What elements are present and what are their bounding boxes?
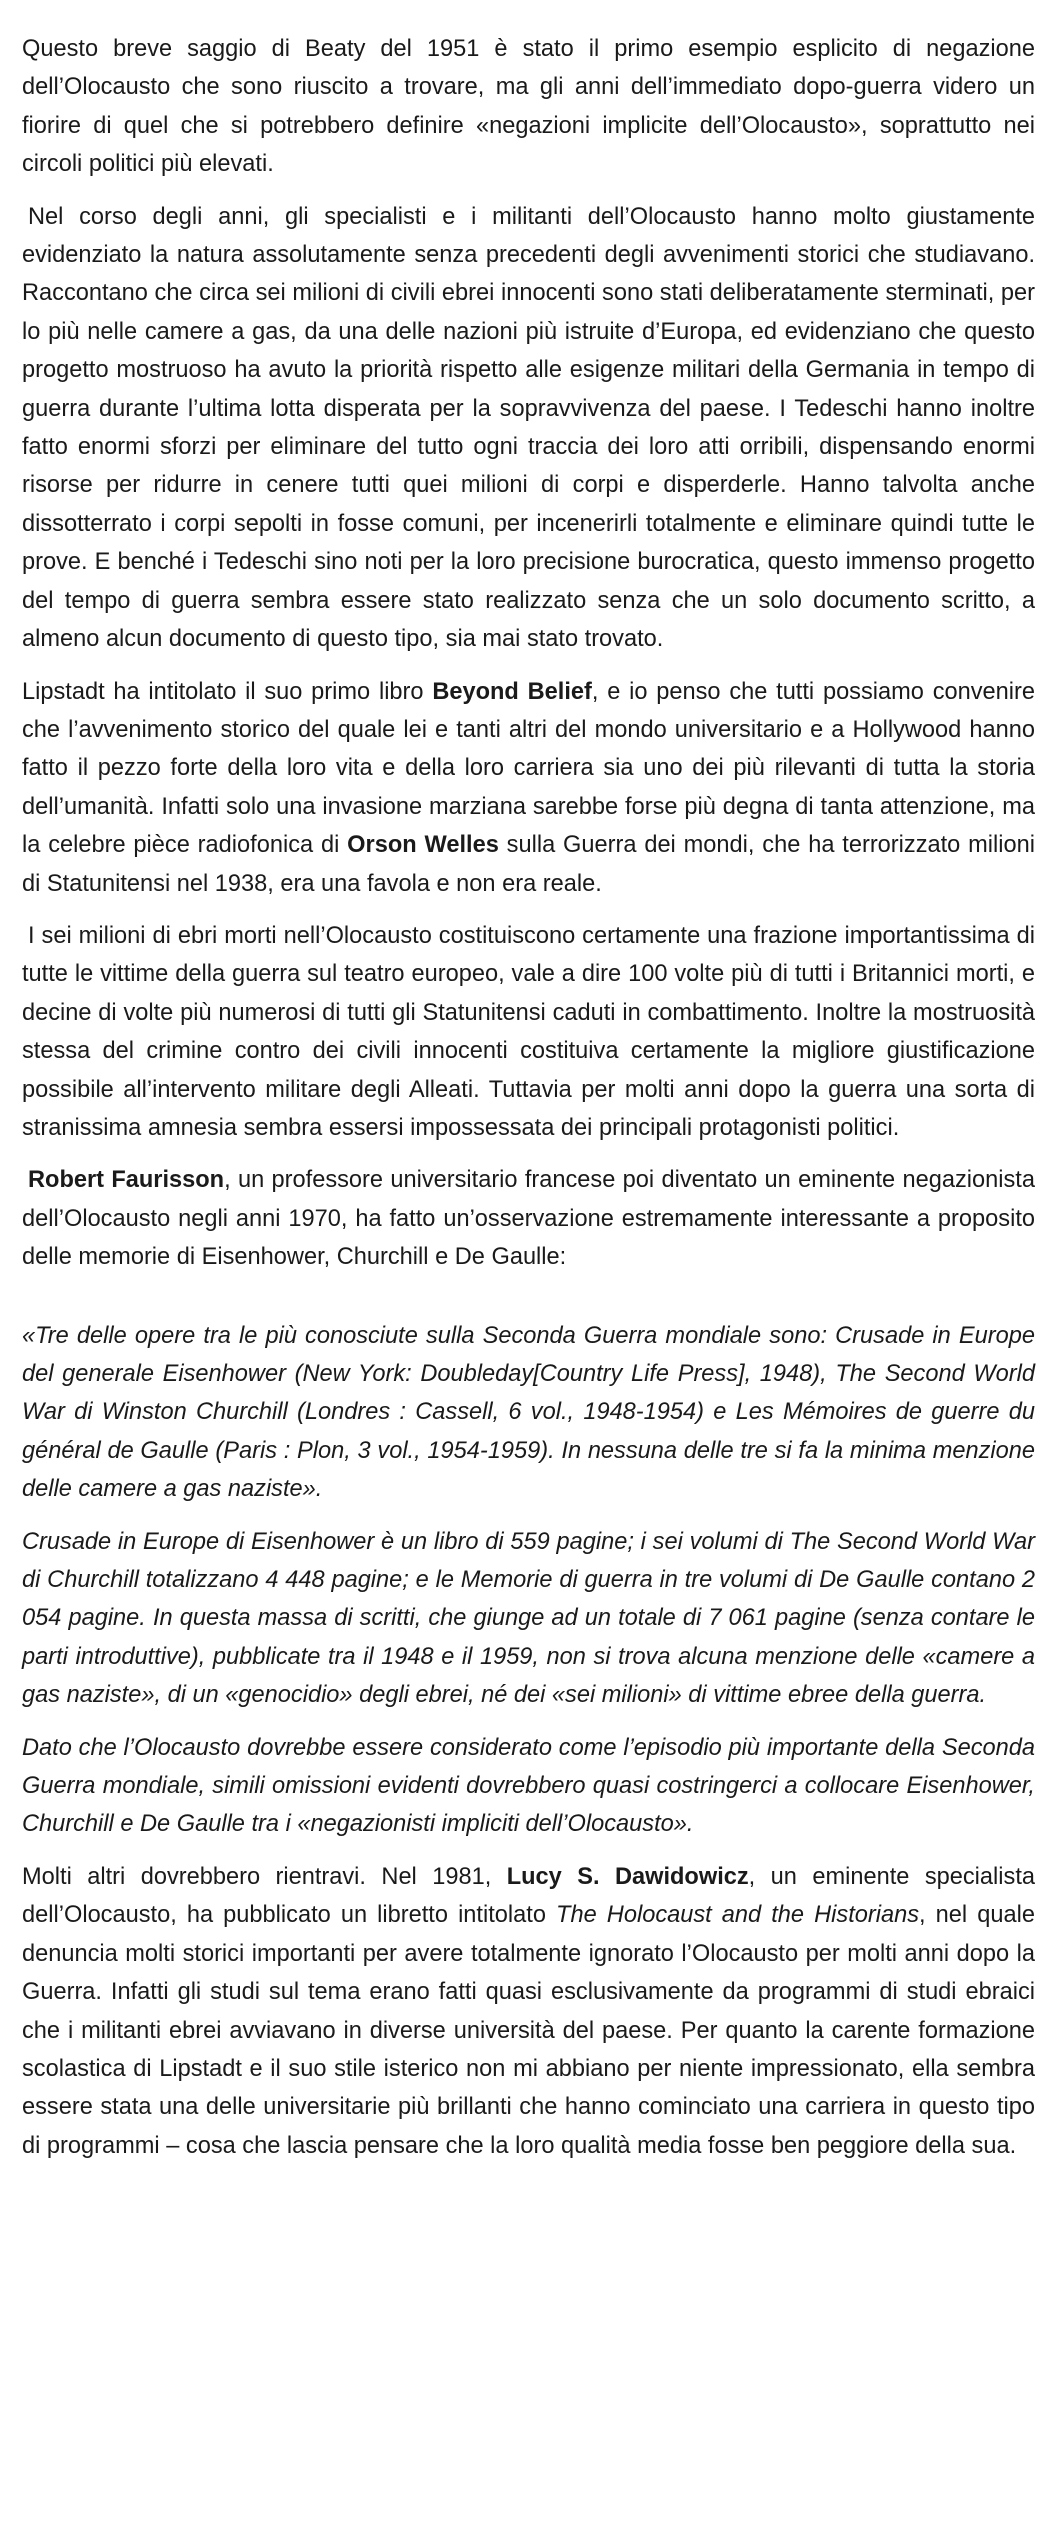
book-title-holocaust-historians: The Holocaust and the Historians — [556, 1902, 920, 1929]
paragraph-dawidowicz — [22, 1858, 1035, 2165]
name-lucy-dawidowicz: Lucy S. Dawidowicz — [506, 1863, 749, 1890]
paragraph-faurisson — [22, 1161, 1035, 1276]
paragraph-six-million: I sei milioni di ebri morti nell’Olocausto costituiscono certamente una frazione importantissima di tutte le vittime della guerra sul teatro europeo, vale a dire 100 volte più di tutti i Britannici morti, e decine di volte più numerosi di tutti gli Statunitensi caduti in combattimento. Inoltre la mostruosità stessa del crimine contro dei civili innocenti costituiva certamente la migliore giustificazione possibile all’intervento militare degli Alleati. Tuttavia per molti anni dopo la guerra una sorta di stranissima amnesia sembra essersi impossessata dei principali protagonisti politici. — [22, 922, 1035, 1141]
article-body — [22, 30, 1035, 2179]
text-segment: , nel quale denuncia molti storici importanti per avere totalmente ignorato l’Olocausto per molti anni dopo la Guerra. Infatti gli studi sul tema erano fatti quasi esclusivamente da programmi di studi ebraici che i militanti ebrei avviavano in diverse università del paese. Per quanto la carente formazione scolastica di Lipstadt e il suo stile isterico non mi abbiano per niente impressionato, ella sembra essere stata una delle universitarie più brillanti che hanno cominciato una carriera in questo tipo di programmi – cosa che lascia pensare che la loro qualità media fosse ben peggiore della sua. — [22, 1902, 1035, 2159]
name-orson-welles: Orson Welles — [347, 832, 499, 859]
text-segment: sulla Guerra dei mondi, che ha terrorizzato milioni di Statunitensi nel 1938, era una favola e non era reale. — [22, 832, 1035, 897]
quote-paragraph-3: Dato che l’Olocausto dovrebbe essere considerato come l’episodio più importante della Seconda Guerra mondiale, simili omissioni evidenti dovrebbero quasi costringerci a collocare Eisenhower, Churchill e De Gaulle tra i «negazionisti impliciti dell’Olocausto». — [22, 1734, 1035, 1838]
paragraph-beaty: Questo breve saggio di Beaty del 1951 è stato il primo esempio esplicito di negazione dell’Olocausto che sono riuscito a trovare, ma gli anni dell’immediato dopo-guerra videro un fiorire di quel che si potrebbero definire «negazioni implicite dell’Olocausto», soprattutto nei circoli politici più elevati. — [22, 36, 1035, 178]
name-robert-faurisson: Robert Faurisson — [28, 1167, 225, 1194]
spacer — [22, 1291, 1035, 1317]
text-segment: , un eminente specialista dell’Olocausto, ha pubblicato un libretto intitolato — [22, 1863, 1035, 1929]
quote-paragraph-1: «Tre delle opere tra le più conosciute sulla Seconda Guerra mondiale sono: Crusade in Europe del generale Eisenhower (New York: Doubleday[Country Life Press], 1948), The Second World War di Winston Churchill (Londres : Cassell, 6 vol., 1948-1954) e Les Mémoires de guerre du général de Gaulle (Paris : Plon, 3 vol., 1954-1959). In nessuna delle tre si fa la minima menzione delle camere a gas naziste». — [22, 1322, 1035, 1503]
text-segment: Molti altri dovrebbero rientravi. Nel 1981, — [22, 1863, 507, 1890]
quote-paragraph-2: Crusade in Europe di Eisenhower è un libro di 559 pagine; i sei volumi di The Second World War di Churchill totalizzano 4 448 pagine; e le Memorie di guerra in tre volumi di De Gaulle contano 2 054 pagine. In questa massa di scritti, che giunge ad un totale di 7 061 pagine (senza contare le parti introduttive), pubblicate tra il 1948 e il 1959, non si trova alcuna menzione delle «camere a gas naziste», di un «genocidio» degli ebrei, né dei «sei milioni» di vittime ebree della guerra. — [22, 1528, 1035, 1709]
text-segment: Lipstadt ha intitolato il suo primo libro — [22, 678, 433, 705]
paragraph-specialists: Nel corso degli anni, gli specialisti e i militanti dell’Olocausto hanno molto giustamente evidenziato la natura assolutamente senza precedenti degli avvenimenti storici che studiavano. Raccontano che circa sei milioni di civili ebrei innocenti sono stati deliberatamente sterminati, per lo più nelle camere a gas, da una delle nazioni più istruite d’Europa, ed evidenziano che questo progetto mostruoso ha avuto la priorità rispetto alle esigenze militari della Germania in tempo di guerra durante l’ultima lotta disperata per la sopravvivenza del paese. I Tedeschi hanno inoltre fatto enormi sforzi per eliminare del tutto ogni traccia dei loro atti orribili, dispensando enormi risorse per ridurre in cenere tutti quei milioni di corpi e disperderle. Hanno talvolta anche dissotterrato i corpi sepolti in fosse comuni, per incenerirli totalmente e eliminare quindi tutte le prove. E benché i Tedeschi sino noti per la loro precisione burocratica, questo immenso progetto del tempo di guerra sembra essere stato realizzato senza che un solo documento scritto, a almeno alcun documento di questo tipo, sia mai stato trovato. — [22, 203, 1035, 653]
book-title-beyond-belief: Beyond Belief — [432, 678, 592, 705]
paragraph-lipstadt — [22, 673, 1035, 903]
text-segment: , un professore universitario francese poi diventato un eminente negazionista dell’Olocausto negli anni 1970, ha fatto un’osservazione estremamente interessante a proposito delle memorie di Eisenhower, Churchill e De Gaulle: — [22, 1167, 1035, 1271]
text-segment: , e io penso che tutti possiamo convenire che l’avvenimento storico del quale lei e tanti altri del mondo universitario e a Hollywood hanno fatto il pezzo forte della loro vita e della loro carriera sia uno dei più rilevanti di tutta la storia dell’umanità. Infatti solo una invasione marziana sarebbe forse più degna di tanta attenzione, ma la celebre pièce radiofonica di — [22, 678, 1035, 859]
